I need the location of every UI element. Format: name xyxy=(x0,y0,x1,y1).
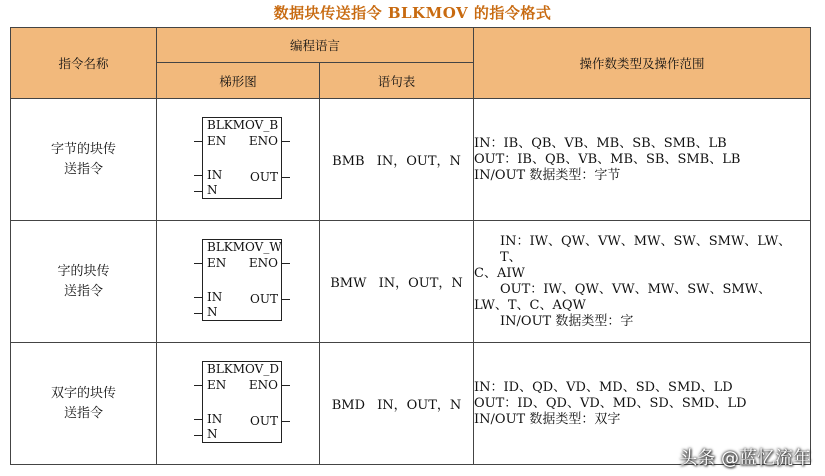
pin-in-label: IN xyxy=(207,412,223,426)
pin-n-line xyxy=(194,313,202,314)
pin-n-line xyxy=(194,191,202,192)
pin-in-label: IN xyxy=(207,290,223,304)
statement-cell: BMW IN，OUT，N xyxy=(320,221,474,343)
ladder-cell xyxy=(157,221,320,343)
ladder-box xyxy=(202,361,282,443)
pin-n-label: N xyxy=(207,427,218,441)
pin-eno-label: ENO xyxy=(248,134,278,148)
pin-eno-line xyxy=(282,141,290,142)
header-instruction-name: 指令名称 xyxy=(11,28,157,99)
pin-out-label: OUT xyxy=(250,414,278,428)
table-row xyxy=(11,99,811,221)
pin-eno-label: ENO xyxy=(248,256,278,270)
ladder-block xyxy=(194,361,282,445)
header-operand-range: 操作数类型及操作范围 xyxy=(474,28,811,99)
pin-eno-label: ENO xyxy=(248,378,278,392)
pin-en-label: EN xyxy=(207,256,227,270)
header-ladder: 梯形图 xyxy=(157,63,320,99)
ladder-block xyxy=(194,117,282,201)
operand-cell: IN：IW、QW、VW、MW、SW、SMW、LW、T、 C、AIW OUT：IW、QW、VW、MW、SW、SMW、 LW、T、C、AQW IN/OUT 数据类型：字 xyxy=(474,221,811,343)
pin-in-line xyxy=(194,175,202,176)
pin-n-line xyxy=(194,435,202,436)
pin-eno-line xyxy=(282,385,290,386)
ladder-cell xyxy=(157,343,320,465)
table-row xyxy=(11,221,811,343)
pin-n-label: N xyxy=(207,305,218,319)
operand-cell: IN：ID、QD、VD、MD、SD、SMD、LD OUT：ID、QD、VD、MD、SD、SMD、LD IN/OUT 数据类型：双字 xyxy=(474,343,811,465)
instruction-name-cell: 字的块传 送指令 xyxy=(11,221,157,343)
pin-en-label: EN xyxy=(207,134,227,148)
block-title: BLKMOV_D xyxy=(207,362,279,376)
instruction-format-table xyxy=(10,27,811,465)
ladder-box xyxy=(202,239,282,321)
block-title: BLKMOV_B xyxy=(207,118,279,132)
pin-en-line xyxy=(194,385,202,386)
pin-out-line xyxy=(282,299,290,300)
pin-in-line xyxy=(194,297,202,298)
statement-cell: BMB IN，OUT，N xyxy=(320,99,474,221)
page-title: 数据块传送指令 BLKMOV 的指令格式 xyxy=(273,4,552,22)
header-programming-language: 编程语言 xyxy=(157,28,474,63)
instruction-name-cell: 字节的块传 送指令 xyxy=(11,99,157,221)
pin-out-label: OUT xyxy=(250,292,278,306)
pin-n-label: N xyxy=(207,183,218,197)
pin-in-label: IN xyxy=(207,168,223,182)
pin-out-label: OUT xyxy=(250,170,278,184)
operand-cell: IN：IB、QB、VB、MB、SB、SMB、LB OUT：IB、QB、VB、MB、SB、SMB、LB IN/OUT 数据类型：字节 xyxy=(474,99,811,221)
block-title: BLKMOV_W xyxy=(207,240,282,254)
ladder-box xyxy=(202,117,282,199)
statement-cell: BMD IN，OUT，N xyxy=(320,343,474,465)
pin-out-line xyxy=(282,177,290,178)
instruction-name-cell: 双字的块传 送指令 xyxy=(11,343,157,465)
pin-en-label: EN xyxy=(207,378,227,392)
pin-eno-line xyxy=(282,263,290,264)
pin-en-line xyxy=(194,263,202,264)
pin-en-line xyxy=(194,141,202,142)
ladder-cell xyxy=(157,99,320,221)
header-statement-list: 语句表 xyxy=(320,63,474,99)
watermark: 头条 @蓝忆流年 xyxy=(679,448,811,469)
pin-out-line xyxy=(282,421,290,422)
ladder-block xyxy=(194,239,282,323)
pin-in-line xyxy=(194,419,202,420)
